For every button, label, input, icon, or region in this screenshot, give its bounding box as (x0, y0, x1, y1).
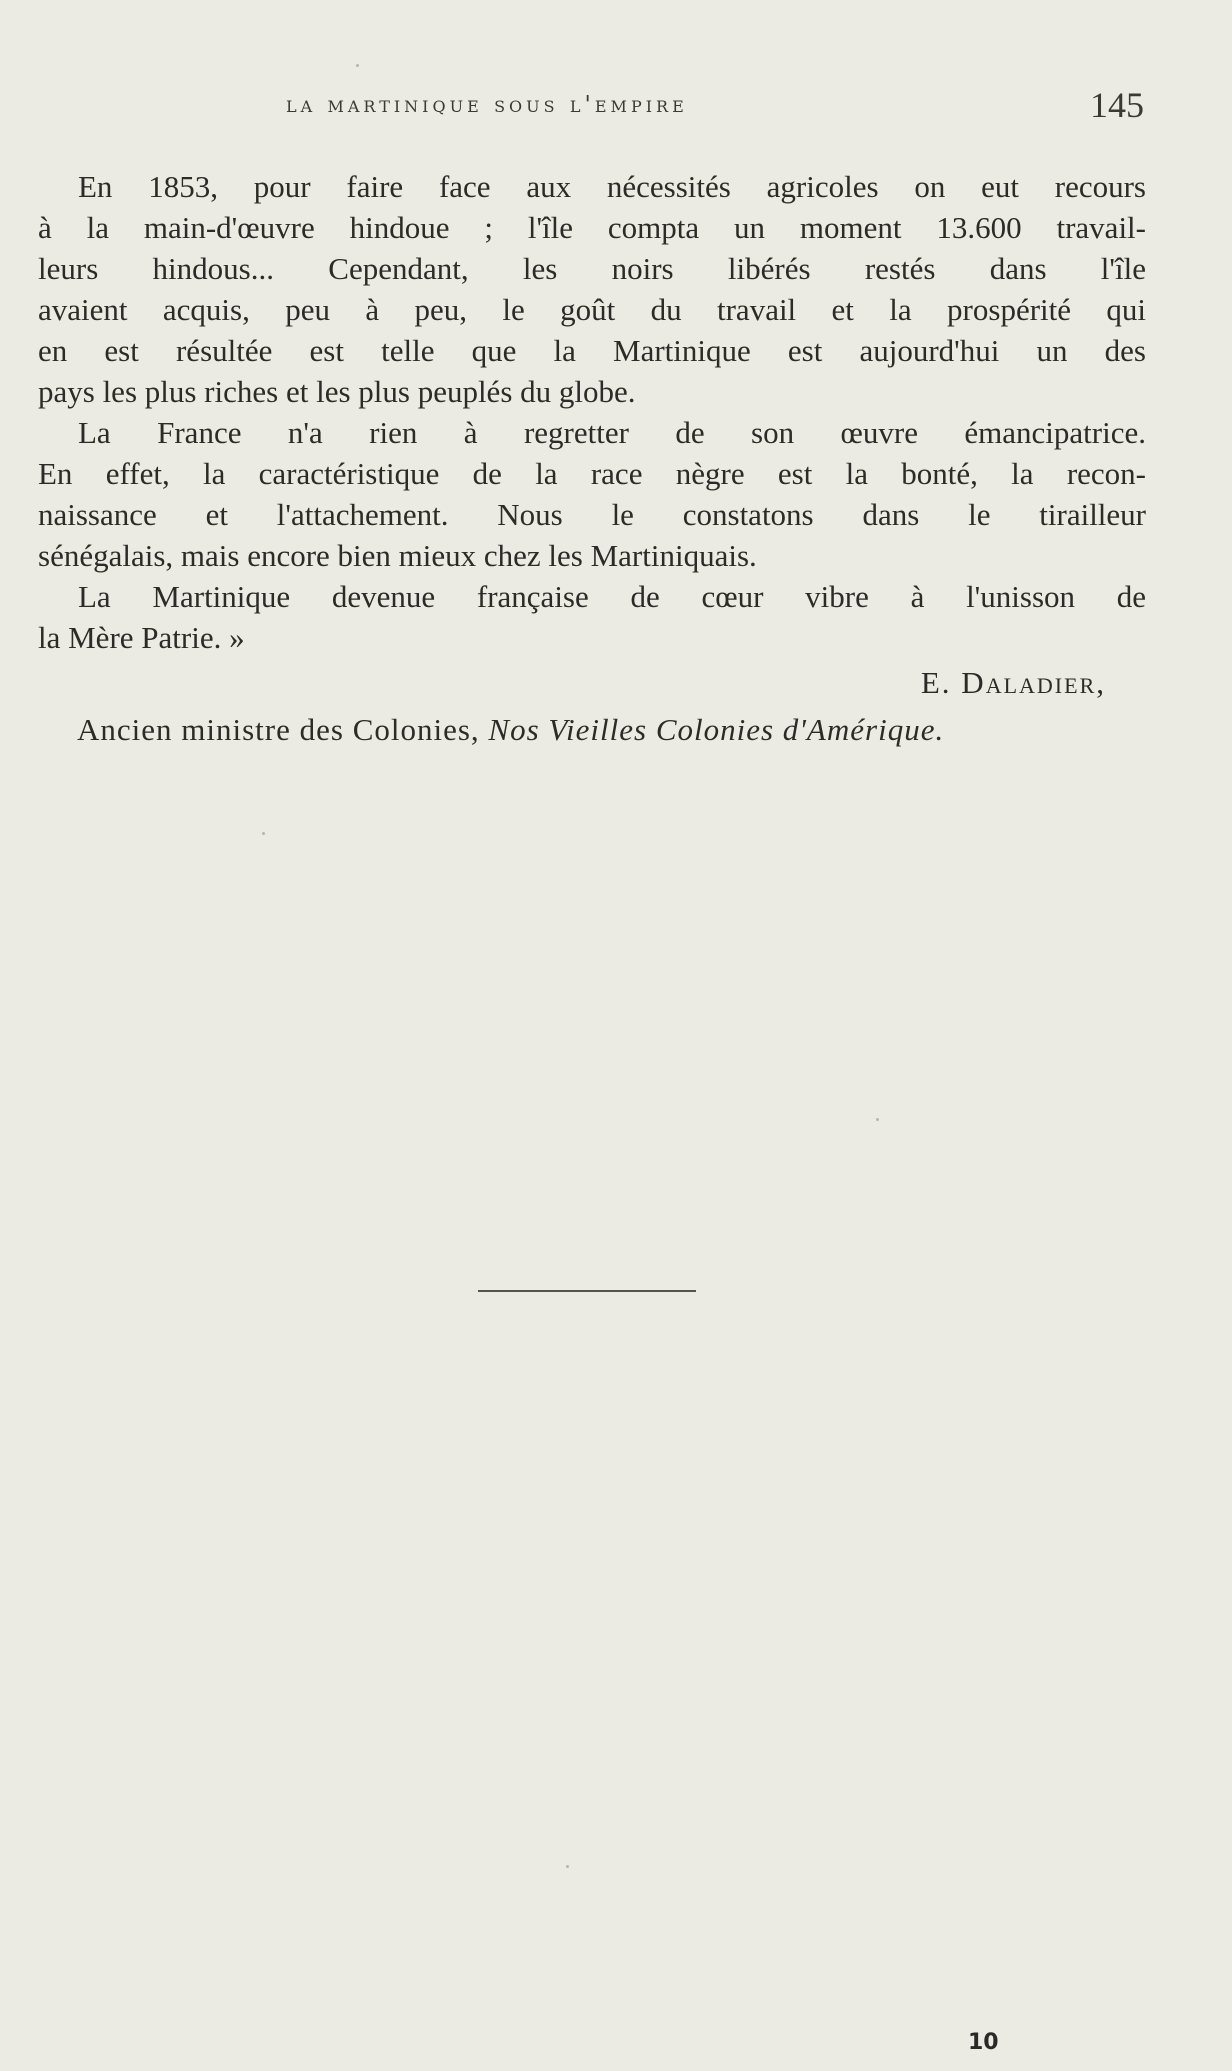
paper-speck (356, 64, 359, 67)
attribution-role: Ancien ministre des Colonies, (77, 712, 489, 747)
paragraph-1 (38, 166, 1146, 412)
text-line: La France n'a rien à regretter de son œuvre émancipatrice. (78, 415, 1146, 450)
text-line: En effet, la caractéristique de la race nègre est la bonté, la recon- (38, 456, 1146, 491)
paragraph-3 (38, 576, 1146, 658)
signature-mark: 10 (968, 2030, 999, 2055)
text-line: sénégalais, mais encore bien mieux chez les Martiniquais. (38, 538, 757, 573)
running-title: la martinique sous l'empire (286, 92, 688, 118)
text-line: en est résultée est telle que la Martinique est aujourd'hui un des (38, 333, 1146, 368)
text-line: En 1853, pour faire face aux nécessités agricoles on eut recours (78, 169, 1146, 204)
text-line: à la main-d'œuvre hindoue ; l'île compta un moment 13.600 travail- (38, 210, 1146, 245)
text-line: naissance et l'attachement. Nous le constatons dans le tirailleur (38, 497, 1146, 532)
section-divider (478, 1290, 696, 1292)
signature-name: E. Daladier, (920, 665, 1106, 700)
text-line: la Mère Patrie. » (38, 620, 245, 655)
text-line: pays les plus riches et les plus peuplés du globe. (38, 374, 636, 409)
page-number: 145 (1090, 85, 1144, 125)
attribution (77, 712, 1137, 748)
body-text (38, 166, 1146, 658)
text-line: La Martinique devenue française de cœur vibre à l'unisson de (78, 579, 1146, 614)
running-header (0, 85, 1232, 128)
text-line: leurs hindous... Cependant, les noirs libérés restés dans l'île (38, 251, 1146, 286)
paper-speck (262, 832, 265, 835)
text-line: avaient acquis, peu à peu, le goût du travail et la prospérité qui (38, 292, 1146, 327)
paper-speck (566, 1865, 569, 1868)
paragraph-2 (38, 412, 1146, 576)
paper-speck (876, 1118, 879, 1121)
attribution-work-title: Nos Vieilles Colonies d'Amérique. (488, 712, 945, 747)
